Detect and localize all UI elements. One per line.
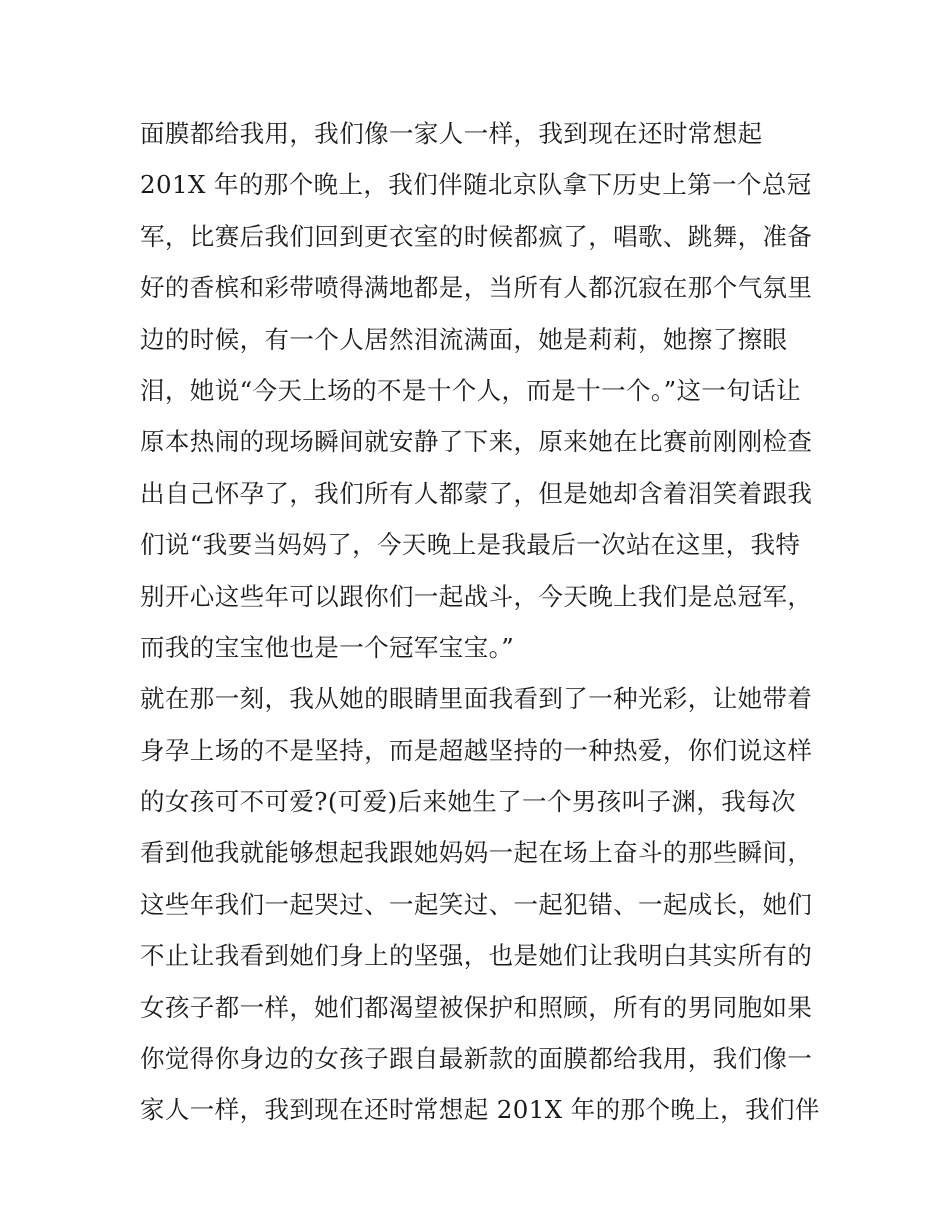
- text-line: 看到他我就能够想起我跟她妈妈一起在场上奋斗的那些瞬间，: [140, 838, 813, 868]
- text-line: 好的香槟和彩带喷得满地都是，当所有人都沉寂在那个气氛里: [140, 273, 813, 303]
- text-line: 出自己怀孕了，我们所有人都蒙了，但是她却含着泪笑着跟我: [140, 478, 813, 508]
- text-line: 的女孩可不可爱?(可爱)后来她生了一个男孩叫子渊，我每次: [140, 787, 796, 817]
- text-line: 泪，她说“今天上场的不是十个人，而是十一个。”这一句话让: [140, 375, 801, 405]
- text-line: 不止让我看到她们身上的坚强，也是她们让我明白其实所有的: [140, 941, 813, 971]
- text-line: 面膜都给我用，我们像一家人一样，我到现在还时常想起: [140, 119, 763, 148]
- text-line: 女孩子都一样，她们都渴望被保护和照顾，所有的男同胞如果: [140, 992, 813, 1022]
- text-line: 就在那一刻，我从她的眼睛里面我看到了一种光彩，让她带着: [140, 684, 813, 714]
- text-line: 军，比赛后我们回到更衣室的时候都疯了，唱歌、跳舞，准备: [140, 221, 813, 251]
- text-line: 而我的宝宝他也是一个冠军宝宝。”: [140, 632, 515, 662]
- text-line: 家人一样，我到现在还时常想起 201X 年的那个晚上，我们伴: [140, 1095, 820, 1125]
- text-line: 原本热闹的现场瞬间就安静了下来，原来她在比赛前刚刚检查: [140, 427, 813, 457]
- text-line: 别开心这些年可以跟你们一起战斗，今天晚上我们是总冠军，: [140, 581, 813, 611]
- text-line: 们说“我要当妈妈了，今天晚上是我最后一次站在这里，我特: [140, 530, 801, 560]
- text-line: 身孕上场的不是坚持，而是超越坚持的一种热爱，你们说这样: [140, 735, 813, 765]
- body-text: [140, 108, 820, 1136]
- text-line: 边的时候，有一个人居然泪流满面，她是莉莉，她擦了擦眼: [140, 324, 788, 354]
- text-line: 你觉得你身边的女孩子跟自最新款的面膜都给我用，我们像一: [140, 1044, 813, 1074]
- text-line: 这些年我们一起哭过、一起笑过、一起犯错、一起成长，她们: [140, 889, 813, 919]
- text-line: 201X 年的那个晚上，我们伴随北京队拿下历史上第一个总冠: [140, 170, 812, 200]
